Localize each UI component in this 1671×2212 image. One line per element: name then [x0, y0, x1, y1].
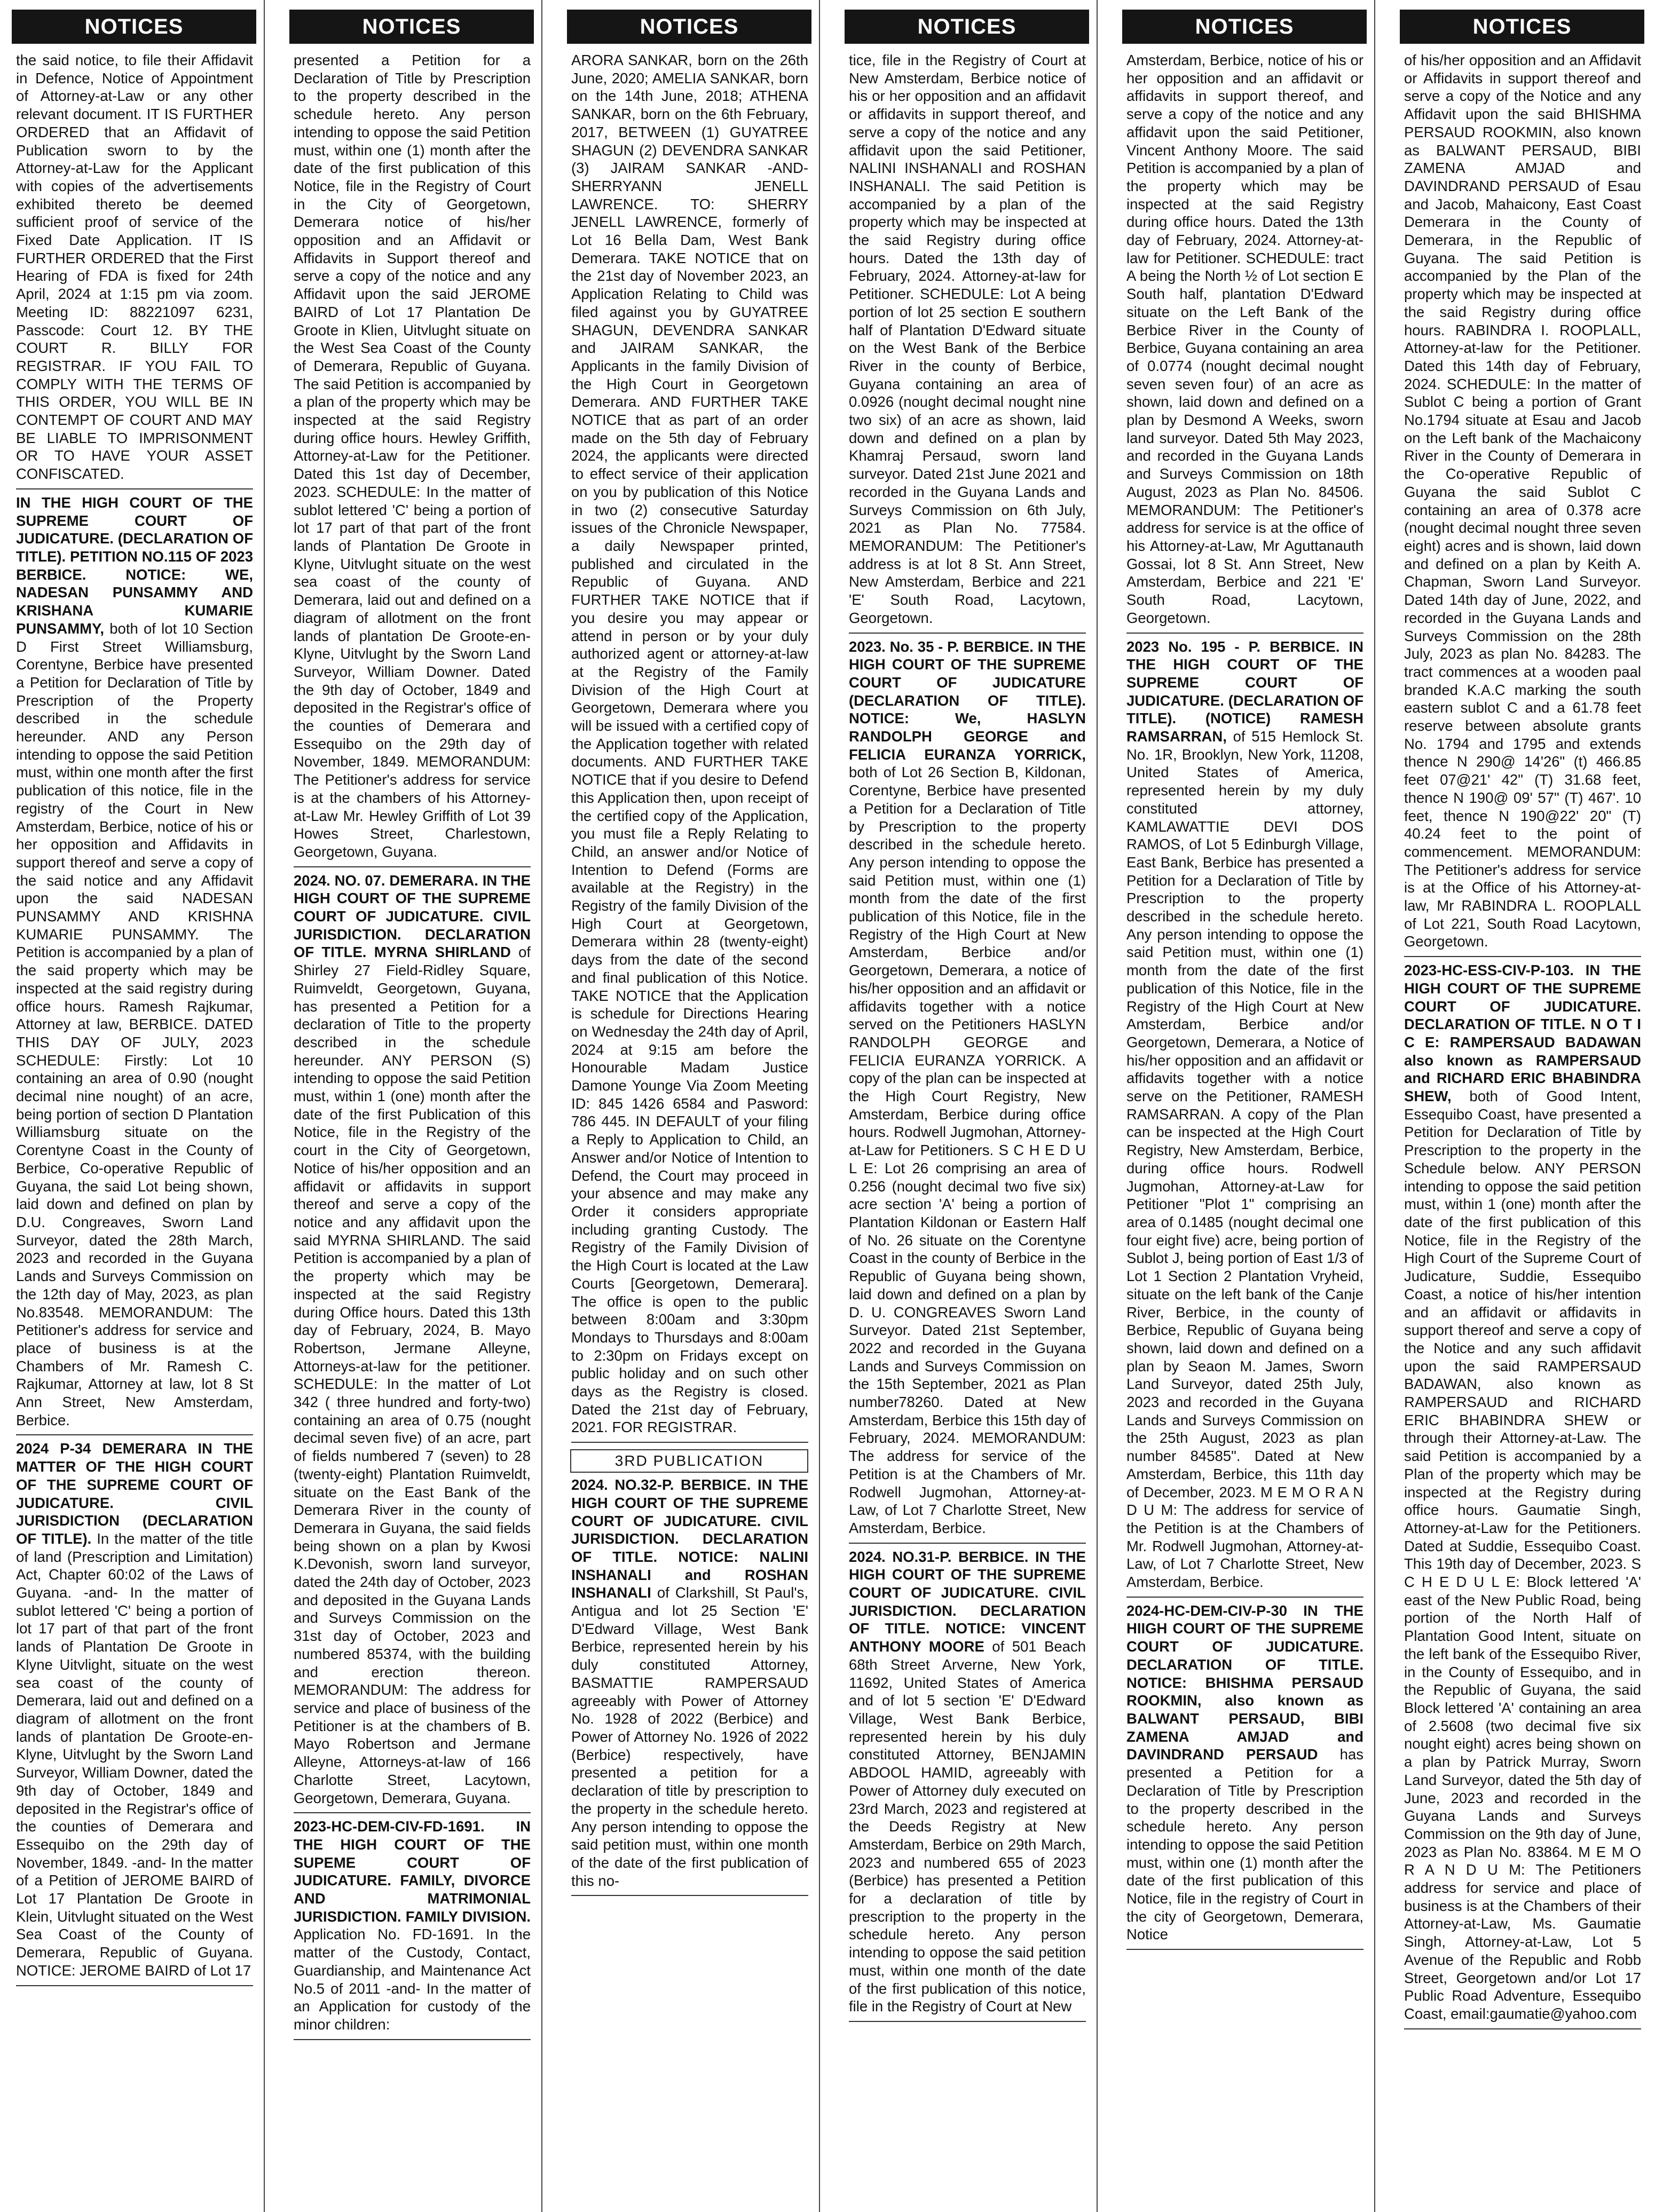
notice-body: tice, file in the Registry of Court at New Amsterdam, Berbice notice of his or her opposition and an affidavit or affidavits in support thereof, and serve a copy of the notice and any affidavit upon the said Petitioner, NALINI INSHANALI and ROSHAN INSHANALI. The said Petition is accompanied by a plan of the property which may be inspected at the said Registry during office hours. Dated the 13th day of February, 2024. Attorney-at-law for Petitioner. SCHEDULE: Lot A being portion of lot 25 section E southern half of Plantation D'Edward situate on the West Bank of the Berbice River in the county of Berbice, Guyana containing an area of 0.0926 (nought decimal nought nine two six) of an acre as shown, laid down and defined on a plan by Khamraj Persaud, sworn land surveyor. Dated 21st June 2021 and recorded in the Guyana Lands and Surveys Commission on 6th July, 2021 as Plan No. 77584. MEMORANDUM: The Petitioner's address is at lot 8 St. Ann Street, New Amsterdam, Berbice and 221 'E' South Road, Lacytown, Georgetown. [849, 52, 1086, 626]
legal-notice [16, 489, 253, 1436]
notice-body: In the matter of the title of land (Prescription and Limitation) Act, Chapter 60:02 of the Laws of Guyana. -and- In the matter of sublot lettered 'C' being a portion of lot 17 part of that part of the front lands of Plantation De Groote in Klyne Uitvlight, situate on the west sea coast of the county of Demerara, laid out and defined on a diagram of allotment on the front lands of plantation De Groote-en-Klyne, Uitvlught by the Sworn Land Surveyor, William Downer, dated the 9th day of October, 1849 and deposited in the Registrar's office of the counties of Demerara and Essequibo on the 29th day of November, 1849. -and- In the matter of a Petition of JEROME BAIRD of Lot 17 Plantation De Groote in Klein, Uitvlught situated on the West Sea Coast of the County of Demerara, Republic of Guyana. NOTICE: JEROME BAIRD of Lot 17 [16, 1530, 253, 1979]
notices-list [837, 51, 1097, 2022]
legal-notice [849, 1544, 1086, 2022]
notices-column-2 [282, 0, 542, 2212]
notice-body: of Clarkshill, St Paul's, Antigua and lot 25 Section 'E' D'Edward Village, West Bank Berbice, represented herein by his duly constituted Attorney, BASMATTIE RAMPERSAUD agreeably with Power of Attorney No. 1928 of 2022 (Berbice) and Power of Attorney No. 1926 of 2022 (Berbice) respectively, have presented a petition for a declaration of title by prescription to the property in the schedule hereto. Any person intending to oppose the said petition must, within one month of the date of the first publication of this no- [571, 1584, 808, 1889]
notices-banner: NOTICES [12, 10, 256, 44]
notices-list [559, 1476, 819, 1896]
notices-column-4 [837, 0, 1098, 2212]
notices-column-5 [1115, 0, 1375, 2212]
legal-notice [849, 634, 1086, 1544]
notices-banner: NOTICES [289, 10, 534, 44]
notices-column-3 [559, 0, 820, 2212]
notice-heading: 2024 P-34 DEMERARA IN THE MATTER OF THE HIGH COURT OF THE SUPREME COURT OF JUDICATURE. CIVIL JURISDICTION (DECLARATION OF TITLE). [16, 1440, 253, 1547]
notices-column-6 [1392, 0, 1652, 2212]
legal-notice [1126, 634, 1363, 1598]
notice-body: has presented a Petition for a Declaration of Title by Prescription to the property described in the schedule hereto. Any person intending to oppose the said Petition must, within one (1) month after the date of the first publication of this Notice, file in the registry of Court in the city of Georgetown, Demerara, Notice [1126, 1746, 1363, 1943]
legal-notice [571, 51, 808, 1443]
notice-heading: 2024. NO.32-P. BERBICE. IN THE HIGH COURT OF THE SUPREME COURT OF JUDICATURE. CIVIL JURISDICTION. DECLARATION OF TITLE. NOTICE: NALINI INSHANALI and ROSHAN INSHANALI [571, 1476, 808, 1601]
notice-body: both of lot 10 Section D First Street Williamsburg, Corentyne, Berbice have presented a Petition for Declaration of Title by Prescription of the Property described in the schedule hereunder. AND any Person intending to oppose the said Petition must, within one month after the first publication of this notice, file in the registry of the Court in New Amsterdam, Berbice, notice of his or her opposition and Affidavits in support thereof and serve a copy of the said notice and any Affidavit upon the said NADESAN PUNSAMMY AND KRISHNA KUMARIE PUNSAMMY. The Petition is accompanied by a plan of the said property which may be inspected at the said registry during office hours. Ramesh Rajkumar, Attorney at law, BERBICE. DATED THIS DAY OF JULY, 2023 SCHEDULE: Firstly: Lot 10 containing an area of 0.90 (nought decimal nine nought) of an acre, being portion of section D Plantation Williamsburg situate on the Corentyne Coast in the County of Berbice, Co-operative Republic of Guyana, the said Lot being shown, laid down and defined on plan by D.U. Congreaves, Sworn Land Surveyor, dated the 28th March, 2023 and recorded in the Guyana Lands and Surveys Commission on the 12th day of May, 2023, as plan No.83548. MEMORANDUM: The Petitioner's address for service and place of business is at the Chambers of Mr. Ramesh C. Rajkumar, Attorney at law, lot 8 St Ann Street, New Amsterdam, Berbice. [16, 620, 253, 1428]
notices-banner: NOTICES [845, 10, 1089, 44]
legal-notice [571, 1476, 808, 1896]
legal-notice [1404, 51, 1641, 957]
notices-banner: NOTICES [1400, 10, 1644, 44]
legal-notice [1126, 1598, 1363, 1950]
notice-heading: 2023 No. 195 - P. BERBICE. IN THE HIGH COURT OF THE SUPREME COURT OF JUDICATURE. (DECLARATION OF TITLE). (NOTICE) RAMESH RAMSARRAN, [1126, 638, 1363, 745]
notice-body: of 515 Hemlock St. No. 1R, Brooklyn, New York, 11208, United States of America, represented herein by my duly constituted attorney, KAMLAWATTIE DEVI DOS RAMOS, of Lot 5 Edinburgh Village, East Bank, Berbice has presented a Petition for a Declaration of Title by Prescription to the property described in the schedule hereto. Any person intending to oppose the said Petition must, within one (1) month from the date of the first publication of this Notice, file in the Registry of the High Court at New Amsterdam, Berbice and/or Georgetown, Demerara, a Notice of his/her opposition and an affidavit or affidavits together with a notice serve on the Petitioner, RAMESH RAMSARRAN. A copy of the Plan can be inspected at the High Court Registry, New Amsterdam, Berbice, during office hours. Rodwell Jugmohan, Attorney-at-Law for Petitioner "Plot 1" comprising an area of 0.1485 (nought decimal one four eight five) acre, being portion of Sublot J, being portion of East 1/3 of Lot 1 Section 2 Plantation Vryheid, situate on the left bank of the Canje River, Berbice, in the county of Berbice, Republic of Guyana being shown, laid down and defined on a plan by Seaon M. James, Sworn Land Surveyor, dated 25th July, 2023 and recorded in the Guyana Lands and Surveys Commission on the 25th August, 2023 as plan number 84585". Dated at New Amsterdam, Berbice, this 11th day of December, 2023. M E M O R A N D U M: The address for service of the Petition is at the Chambers of Mr. Rodwell Jugmohan, Attorney-at-Law, of Lot 7 Charlotte Street, New Amsterdam, Berbice. [1126, 728, 1364, 1591]
notice-body: Application No. FD-1691. In the matter of the Custody, Contact, Guardianship, and Maintenance Act No.5 of 2011 -and- In the matter of an Application for custody of the minor children: [294, 1926, 531, 2033]
notice-heading: 2023. No. 35 - P. BERBICE. IN THE HIGH COURT OF THE SUPREME COURT OF JUDICATURE (DECLARATION OF TITLE). NOTICE: We, HASLYN RANDOLPH GEORGE and FELICIA EURANZA YORRICK, [849, 638, 1086, 763]
notices-list [282, 51, 541, 2040]
notice-body: Amsterdam, Berbice, notice of his or her opposition and an affidavit or affidavits in support thereof, and serve a copy of the notice and any affidavit upon the said Petitioner, Vincent Anthony Moore. The said Petition is accompanied by a plan of the property which may be inspected at the said Registry during office hours. Dated the 13th day of February, 2024. Attorney-at-law for Petitioner. SCHEDULE: tract A being the North ½ of Lot section E South half, plantation D'Edward situate on the Left Bank of the Berbice River in the County of Berbice, Guyana containing an area of 0.0774 (nought decimal nought seven seven four) of an acre as shown, laid down and defined on a plan by Desmond A Weeks, sworn land surveyor. Dated 5th May 2023, and recorded in the Guyana Lands and Surveys Commission on 18th August, 2023 as Plan No. 84506. MEMORANDUM: The Petitioner's address for service is at the office of his Attorney-at-Law, Mr Aguttanauth Gossai, lot 8 St. Ann Street, New Amsterdam, Berbice and 221 'E' South Road, Lacytown, Georgetown. [1126, 52, 1363, 626]
notices-list [1392, 51, 1652, 2029]
notice-heading: 2024. NO.31-P. BERBICE. IN THE HIGH COURT OF THE SUPREME COURT OF JUDICATURE. CIVIL JURISDICTION. DECLARATION OF TITLE. NOTICE: VINCENT ANTHONY MOORE [849, 1548, 1086, 1655]
legal-notice [294, 867, 531, 1814]
notice-body: the said notice, to file their Affidavit in Defence, Notice of Appointment of Attorney-at-Law or any other relevant document. IT IS FURTHER ORDERED that an Affidavit of Publication sworn to by the Attorney-at-Law for the Applicant with copies of the advertisements exhibited thereto be deemed sufficient proof of service of the Fixed Date Application. IT IS FURTHER ORDERED that the First Hearing of FDA is fixed for 24th April, 2024 at 1:15 pm via zoom. Meeting ID: 88221097 6231, Passcode: Court 12. BY THE COURT R. BILLY FOR REGISTRAR. IF YOU FAIL TO COMPLY WITH THE TERMS OF THIS ORDER, YOU WILL BE IN CONTEMPT OF COURT AND MAY BE LIABLE TO IMPRISONMENT OR TO HAVE YOUR ASSET CONFISCATED. [16, 52, 253, 483]
notice-body: both of Good Intent, Essequibo Coast, have presented a Petition for Declaration of Title by Prescription to the property in the Schedule below. ANY PERSON intending to oppose the said petition must, within 1 (one) month after the date of the first publication of this Notice, file in the Registry of the High Court of the Supreme Court of Judicature, Suddie, Essequibo Coast, a notice of his/her intention and an affidavit or affidavits in support thereof and serve a copy of the Notice and any such affidavit upon the said RAMPERSAUD BADAWAN, also known as RAMPERSAUD and RICHARD ERIC BHABINDRA SHEW or through their Attorney-at-Law. The said Petition is accompanied by a Plan of the property which may be inspected at the Registry during office hours. Gaumatie Singh, Attorney-at-Law for the Petitioners. Dated at Suddie, Essequibo Coast. This 19th day of December, 2023. S C H E D U L E: Block lettered 'A' east of the New Public Road, being portion of the North Half of Plantation Good Intent, situate on the left bank of the Essequibo River, in the County of Essequibo, and in the Republic of Guyana, the said Block lettered 'A' containing an area of 2.5608 (two decimal five six nought eight) acres being shown on a plan by Patrick Murray, Sworn Land Surveyor, dated the 5th day of June, 2023 and recorded in the Guyana Lands and Surveys Commission on the 9th day of June, 2023 as Plan No. 83864. M E M O R A N D U M: The Petitioners address for service and place of business is at the Chambers of their Attorney-at-Law, Ms. Gaumatie Singh, Attorney-at-Law, Lot 5 Avenue of the Republic and Robb Street, Georgetown and/or Lot 17 Public Road Adventure, Essequibo Coast, email:gaumatie@yahoo.com [1404, 1088, 1641, 2022]
legal-notice [1404, 957, 1641, 2029]
legal-notice [16, 51, 253, 489]
notices-list [4, 51, 264, 1986]
notice-heading: 2024-HC-DEM-CIV-P-30 IN THE HIIGH COURT OF THE SUPREME COURT OF JUDICATURE. DECLARATION OF TITLE. NOTICE: BHISHMA PERSAUD ROOKMIN, also known as BALWANT PERSAUD, BIBI ZAMENA AMJAD and DAVINDRAND PERSAUD [1126, 1602, 1363, 1763]
notice-heading: 2024. NO. 07. DEMERARA. IN THE HIGH COURT OF THE SUPREME COURT OF JUDICATURE. CIVIL JURISDICTION. DECLARATION OF TITLE. MYRNA SHIRLAND [294, 872, 531, 961]
legal-notice [294, 51, 531, 867]
legal-notice [294, 1813, 531, 2040]
legal-notice [849, 51, 1086, 634]
notices-banner: NOTICES [567, 10, 811, 44]
notice-body: of his/her opposition and an Affidavit or Affidavits in support thereof and serve a copy of the Notice and any Affidavit upon the said BHISHMA PERSAUD ROOKMIN, also known as BALWANT PERSAUD, BIBI ZAMENA AMJAD and DAVINDRAND PERSAUD of Esau and Jacob, Mahaicony, East Coast Demerara in the County of Demerara, in the Republic of Guyana. The said Petition is accompanied by the Plan of the property which may be inspected at the said Registry during office hours. RABINDRA I. ROOPLALL, Attorney-at-law for the Petitioner. Dated this 14th day of February, 2024. SCHEDULE: In the matter of Sublot C being a portion of Grant No.1794 situate at Esau and Jacob on the Left bank of the Machaicony River in the County of Demerara in the Co-operative Republic of Guyana the said Sublot C containing an area of 0.378 acre (nought decimal nought three seven eight) acres and is shown, laid down and defined on a plan by Keith A. Chapman, Sworn Land Surveyor. Dated 14th day of June, 2022, and recorded in the Guyana Lands and Surveys Commission on the 28th July, 2023 as plan No. 84283. The tract commences at a wooden paal branded K.A.C marking the south eastern sublot C and a 61.78 feet reserve between absolute grants No. 1794 and 1795 and extends thence N 290@ 14'26" (t) 466.85 feet 07@21' 42" (T) 31.68 feet, thence N 190@ 09' 57" (T) 467'. 10 feet, thence N 190@22' 20" (T) 40.24 feet to the point of commencement. MEMORANDUM: The Petitioner's address for service is at the Office of his Attorney-at-law, Mr RABINDRA L. ROOPLALL of Lot 221, South Road Lacytown, Georgetown. [1404, 52, 1641, 950]
legal-notice [1126, 51, 1363, 634]
notices-list [559, 51, 819, 1443]
notice-heading: 2023-HC-DEM-CIV-FD-1691. IN THE HIGH COURT OF THE SUPEME COURT OF JUDICATURE. FAMILY, DIVORCE AND MATRIMONIAL JURISDICTION. FAMILY DIVISION. [294, 1818, 531, 1925]
notice-heading: IN THE HIGH COURT OF THE SUPREME COURT OF JUDICATURE. (DECLARATION OF TITLE). PETITION NO.115 OF 2023 BERBICE. NOTICE: WE, NADESAN PUNSAMMY AND KRISHANA KUMARIE PUNSAMMY, [16, 494, 253, 637]
publication-tag: 3RD PUBLICATION [570, 1449, 808, 1473]
legal-notice [16, 1435, 253, 1986]
notice-body: of Shirley 27 Field-Ridley Square, Ruimveldt, Georgetown, Guyana, has presented a Petition for a declaration of Title to the property described in the schedule hereunder. ANY PERSON (S) intending to oppose the said Petition must, within 1 (one) month after the date of the first Publication of this Notice, file in the Registry of the court in the City of Georgetown, Notice of his/her opposition and an affidavit or affidavits in support thereof and serve a copy of the notice and any affidavit upon the said MYRNA SHIRLAND. The said Petition is accompanied by a plan of the property which may be inspected at the said Registry during Office hours. Dated this 13th day of February, 2024, B. Mayo Robertson, Jermane Alleyne, Attorneys-at-law for the petitioner. SCHEDULE: In the matter of Lot 342 ( three hundred and forty-two) containing an area of 0.75 (nought decimal seven five) of an acre, part of fields numbered 7 (seven) to 28 (twenty-eight) Plantation Ruimveldt, situate on the East Bank of the Demerara River in the county of Demerara in Guyana, the said fields being shown on a plan by Kwosi K.Devonish, sworn land surveyor, dated the 24th day of October, 2023 and deposited in the Guyana Lands and Surveys Commission on the 31st day of October, 2023 and numbered 85374, with the building and erection thereon. MEMORANDUM: The address for service and place of business of the Petitioner is at the chambers of B. Mayo Robertson and Jermane Alleyne, Attorneys-at-law of 166 Charlotte Street, Lacytown, Georgetown, Demerara, Guyana. [294, 944, 531, 1806]
notice-body: both of Lot 26 Section B, Kildonan, Corentyne, Berbice have presented a Petition for a Declaration of Title by Prescription to the property described in the schedule hereto. Any person intending to oppose the said Petition must, within one (1) month from the date of the first publication of this Notice, file in the Registry of the High Court at New Amsterdam, Berbice and/or Georgetown, Demerara, a notice of his/her opposition and an affidavit or affidavits together with a notice served on the Petitioners HASLYN RANDOLPH GEORGE and FELICIA EURANZA YORRICK. A copy of the plan can be inspected at the High Court Registry, New Amsterdam, Berbice during office hours. Rodwell Jugmohan, Attorney-at-Law for Petitioners. S C H E D U L E: Lot 26 comprising an area of 0.256 (nought decimal two five six) acre section 'A' being a portion of Plantation Kildonan or Eastern Half of No. 26 situate on the Corentyne Coast in the county of Berbice in the Republic of Guyana being shown, laid down and defined on a plan by D. U. CONGREAVES Sworn Land Surveyor. Dated 21st September, 2022 and recorded in the Guyana Lands and Surveys Commission on the 15th September, 2021 as Plan number78260. Dated at New Amsterdam, Berbice this 15th day of February, 2024. MEMORANDUM: The address for service of the Petition is at the Chambers of Mr. Rodwell Jugmohan, Attorney-at-Law, of Lot 7 Charlotte Street, New Amsterdam, Berbice. [849, 764, 1086, 1536]
notice-heading: 2023-HC-ESS-CIV-P-103. IN THE HIGH COURT OF THE SUPREME COURT OF JUDICATURE. DECLARATION OF TITLE. N O T I C E: RAMPERSAUD BADAWAN also known as RAMPERSAUD and RICHARD ERIC BHABINDRA SHEW, [1404, 962, 1641, 1105]
notice-body: of 501 Beach 68th Street Arverne, New York, 11692, United States of America and of lot 5 section 'E' D'Edward Village, West Bank Berbice, represented herein by his duly constituted Attorney, BENJAMIN ABDOOL HAMID, agreeably with Power of Attorney duly executed on 23rd March, 2023 and registered at the Deeds Registry at New Amsterdam, Berbice on 29th March, 2023 and numbered 655 of 2023 (Berbice) has presented a Petition for a declaration of title by prescription to the property in the schedule hereto. Any person intending to oppose the said petition must, within one month of the date of the first publication of this notice, file in the Registry of Court at New [849, 1638, 1086, 2015]
notices-list [1115, 51, 1374, 1950]
notices-column-1 [4, 0, 265, 2212]
notice-body: ARORA SANKAR, born on the 26th June, 2020; AMELIA SANKAR, born on the 14th June, 2018; ATHENA SANKAR, born on the 6th February, 2017, BETWEEN (1) GUYATREE SHAGUN (2) DEVENDRA SANKAR (3) JAIRAM SANKAR -AND- SHERRYANN JENELL LAWRENCE. TO: SHERRY JENELL LAWRENCE, formerly of Lot 16 Bella Dam, West Bank Demerara. TAKE NOTICE that on the 21st day of November 2023, an Application Relating to Child was filed against you by GUYATREE SHAGUN, DEVENDRA SANKAR and JAIRAM SANKAR, the Applicants in the family Division of the High Court in Georgetown Demerara. AND FURTHER TAKE NOTICE that as part of an order made on the 5th day of February 2024, the applicants were directed to effect service of their application on you by publication of this Notice in two (2) consecutive Saturday issues of the Chronicle Newspaper, a daily Newspaper printed, published and circulated in the Republic of Guyana. AND FURTHER TAKE NOTICE that if you desire you may appear or attend in person or by your duly authorized agent or attorney-at-law at the Registry of the Family Division of the High Court at Georgetown, Demerara where you will be issued with a certified copy of the Application together with related documents. AND FURTHER TAKE NOTICE that if you desire to Defend this Application then, upon receipt of the certified copy of the Application, you must file a Reply Relating to Child, an answer and/or Notice of Intention to Defend (Forms are available at the Registry) in the Registry of the family Division of the High Court at Georgetown, Demerara within 28 (twenty-eight) days from the date of the second and final publication of this Notice. TAKE NOTICE that the Application is schedule for Directions Hearing on Wednesday the 24th day of April, 2024 at 9:15 am before the Honourable Madam Justice Damone Younge Via Zoom Meeting ID: 845 1426 6584 and Pasword: 786 445. IN DEFAULT of your filing a Reply to Application to Child, an Answer and/or Notice of Intention to Defend, the Court may proceed in your absence and may make any Order it considers appropriate including granting Custody. The Registry of the Family Division of the High Court is located at the Law Courts [Georgetown, Demerara]. The office is open to the public between 8:00am and 3:30pm Mondays to Thursdays and 8:00am to 2:30pm on Fridays except on public holiday and on such other days as the Registry is closed. Dated the 21st day of February, 2021. FOR REGISTRAR. [571, 52, 808, 1436]
notices-banner: NOTICES [1122, 10, 1367, 44]
notice-body: presented a Petition for a Declaration of Title by Prescription to the property described in the schedule hereto. Any person intending to oppose the said Petition must, within one (1) month after the date of the first publication of this Notice, file in the Registry of Court in the City of Georgetown, Demerara notice of his/her opposition and an Affidavit or Affidavits in Support thereof and serve a copy of the notice and any Affidavit upon the said JEROME BAIRD of Lot 17 Plantation De Groote in Klien, Uitvlught situate on the West Sea Coast of the County of Demerara, Republic of Guyana. The said Petition is accompanied by a plan of the property which may be inspected at the said Registry during office hours. Hewley Griffith, Attorney-at-Law for the Petitioner. Dated this 1st day of December, 2023. SCHEDULE: In the matter of sublot lettered 'C' being a portion of lot 17 part of that part of the front lands of Plantation De Groote in Klyne, Uitvlught situate on the west sea coast of the county of Demerara, laid out and defined on a diagram of allotment on the front lands of plantation De Groote-en-Klyne, Uitvlught by the Sworn Land Surveyor, William Downer. Dated the 9th day of October, 1849 and deposited in the Registrar's office of the counties of Demerara and Essequibo on the 29th day of November, 1849. MEMORANDUM: The Petitioner's address for service is at the chambers of his Attorney-at-Law Mr. Hewley Griffith of Lot 39 Howes Street, Charlestown, Georgetown, Guyana. [294, 52, 531, 860]
